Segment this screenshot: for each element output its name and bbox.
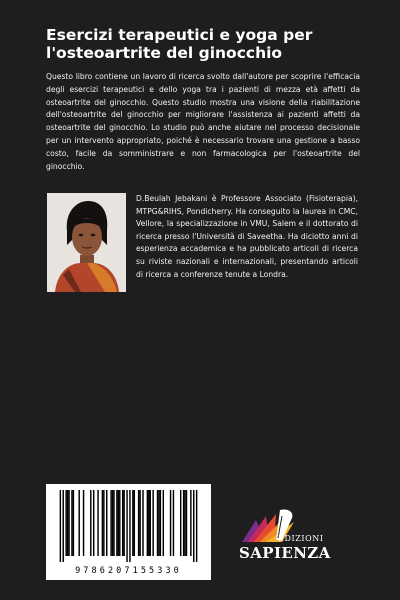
barcode-bar xyxy=(150,490,151,556)
author-bio: D.Beulah Jebakani è Professore Associato (Fisioterapia), MTPG&RIHS, Pondicherry. Ha conseguito la laurea in CMC, Vellore, la specializzazione in VMU, Salem e il dottorato di ricerca presso l'Università di Saveetha. Ha diciotto anni di esperienza accademica e ha pubblicato articoli di ricerca su riviste nazionali e internazionali, presentando articoli di ricerca a conferenze tenute a Londra. xyxy=(136,194,358,279)
barcode-bars xyxy=(46,484,211,564)
barcode-bar xyxy=(142,490,143,556)
barcode-bar xyxy=(126,490,127,562)
barcode-bar xyxy=(134,490,135,556)
book-title: Esercizi terapeutici e yoga per l'osteoartrite del ginocchio xyxy=(46,26,313,62)
barcode-bar xyxy=(118,490,119,556)
barcode-bar xyxy=(83,490,84,556)
barcode-bar xyxy=(63,490,64,562)
barcode-digits: 9786207155330 xyxy=(75,566,182,576)
barcode-bar xyxy=(106,490,107,556)
barcode-bar xyxy=(186,490,187,556)
barcode-bar xyxy=(132,490,133,556)
barcode-bar xyxy=(170,490,171,556)
barcode-bar xyxy=(65,490,66,556)
barcode-bar xyxy=(112,490,113,556)
barcode-bar xyxy=(71,490,72,556)
barcode-bar xyxy=(184,490,185,556)
barcode-bar xyxy=(147,490,148,556)
barcode-bar xyxy=(122,490,123,556)
barcode-bar xyxy=(119,490,120,556)
barcode-bar xyxy=(129,490,130,562)
barcode-bar xyxy=(110,490,111,556)
barcode-bar xyxy=(102,490,103,556)
author-photo xyxy=(47,193,126,292)
barcode-bar xyxy=(148,490,149,556)
barcode-bar xyxy=(60,490,61,562)
barcode-bar xyxy=(173,490,174,556)
barcode-bar xyxy=(78,490,79,556)
barcode-bar xyxy=(68,490,69,556)
barcode-bar xyxy=(157,490,158,556)
barcode-bar xyxy=(97,490,98,556)
barcode-bar xyxy=(138,490,139,556)
barcode-bar xyxy=(67,490,68,556)
barcode-bar xyxy=(158,490,159,556)
barcode-bar xyxy=(190,490,191,556)
barcode-bar xyxy=(123,490,124,556)
author-portrait-image xyxy=(47,193,126,292)
book-description: Questo libro contiene un lavoro di ricerca svolto dall'autore per scoprire l'efficacia degli esercizi terapeutici e dello yoga tra i pazienti di mezza età affetti da osteoartrite del ginocchio. Questo studio mostra una visione della riabilitazione dell'osteoartrite del ginocchio per migliorare l'assistenza ai pazienti affetti da osteoartrite del ginocchio. Lo studio può anche aiutare nel processo decisionale per un intervento appropriato, poiché è necessario trovare una gestione a basso costo, facile da somministrare e non farmacologica per l'osteoartrite del ginocchio. xyxy=(46,72,360,171)
barcode-bar xyxy=(93,490,94,556)
barcode-bar xyxy=(160,490,161,556)
barcode-bar xyxy=(90,490,91,556)
barcode-bar xyxy=(116,490,117,556)
barcode-bar xyxy=(183,490,184,556)
isbn-barcode xyxy=(46,484,211,580)
barcode-bar xyxy=(152,490,153,556)
publisher-name: SAPIENZA xyxy=(239,544,331,562)
barcode-bar xyxy=(163,490,164,556)
barcode-bar xyxy=(103,490,104,556)
barcode-bar xyxy=(196,490,197,562)
barcode-bar xyxy=(180,490,181,556)
barcode-bar xyxy=(193,490,194,562)
publisher-logo xyxy=(236,504,336,574)
barcode-bar xyxy=(113,490,114,556)
barcode-bar xyxy=(139,490,140,556)
barcode-bar xyxy=(73,490,74,556)
publisher-edizioni: EDIZIONI xyxy=(278,534,324,543)
